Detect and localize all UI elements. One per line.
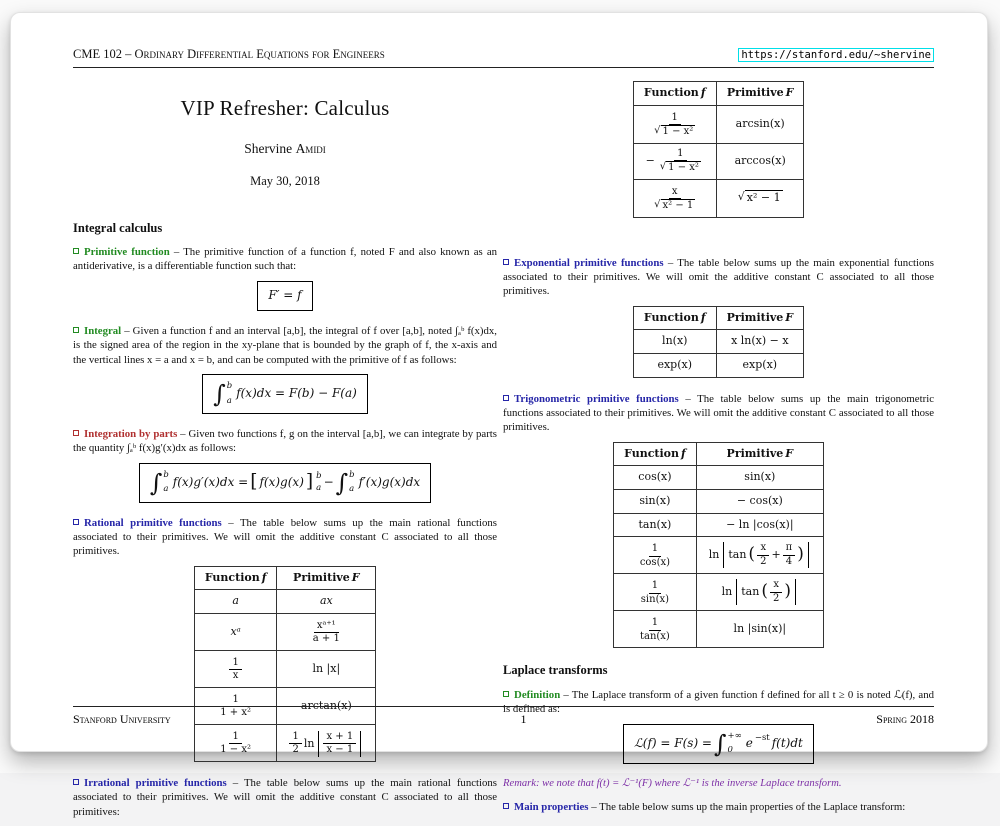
function-cell: 1 √ 1 − x² [633,105,716,143]
header-rule [73,67,934,68]
table-row [614,611,824,648]
function-cell: cos(x) [614,466,697,490]
keyword: Primitive function [73,246,170,258]
equation-row [73,281,497,311]
boxed-formula-integral: ∫ b a f(x)dx = F(b) − F(a) [202,374,368,414]
column-header-function: Function f [194,566,277,590]
item-integral [73,324,497,367]
column-header-primitive: Primitive F [716,82,804,106]
function-cell: a [194,590,277,614]
column-header-primitive: Primitive F [277,566,376,590]
table-row [614,489,824,513]
table-row [633,105,804,143]
primitive-cell: exp(x) [716,353,804,377]
rational-primitives-table [194,566,376,762]
primitive-cell: xᵃ⁺¹ a + 1 [277,613,376,650]
square-bullet-icon [503,259,509,265]
author-first-name: Shervine [244,140,296,156]
footer-institution: Stanford University [73,712,171,726]
author-last-name: Amidi [295,140,326,156]
item-exponential-primitives [503,256,934,299]
table-header-row [633,82,804,106]
function-cell: tan(x) [614,513,697,537]
primitive-cell: ax [277,590,376,614]
table-header-row [614,442,824,466]
square-bullet-icon [73,519,79,525]
square-bullet-icon [503,395,509,401]
table-header-row [633,306,803,330]
keyword: Main properties [503,801,588,813]
page-number: 1 [520,712,527,726]
table-row [194,613,375,650]
item-integration-by-parts [73,427,497,456]
square-bullet-icon [73,430,79,436]
keyword: Integration by parts [73,428,177,440]
primitive-cell: − cos(x) [696,489,823,513]
column-header-function: Function f [633,306,716,330]
table-row [633,143,804,179]
equation-row [73,463,497,503]
boxed-formula-integration-by-parts: ∫ b a f(x)g′(x)dx = [ f(x)g(x) ] b a − ∫ b a f′(x)g(x)dx [139,463,431,503]
remark-inverse-laplace: Remark: we note that f(t) = ℒ⁻¹(F) where ℒ⁻¹ is the inverse Laplace transform. [503,777,842,789]
item-body: – The table below sums up the main exponential functions associated to their primitives. We will omit the additive constant C associated to all those primitives. [503,256,934,298]
function-cell: 1 sin(x) [614,574,697,611]
table-row [633,353,803,377]
table-row [633,179,804,217]
item-body: – The primitive function of a function f, noted F and also known as an antiderivative, is a differentiable function such that: [73,246,498,273]
document-page [10,12,988,818]
column-header-primitive: Primitive F [716,306,804,330]
primitive-cell: − ln |cos(x)| [696,513,823,537]
table-row [633,330,803,354]
item-main-properties [503,800,934,814]
course-title: CME 102 – Ordinary Differential Equations for Engineers [73,47,385,61]
item-irrational-primitives [73,776,497,819]
column-header-function: Function f [633,82,716,106]
function-cell: 1 cos(x) [614,537,697,574]
title-block [73,95,497,190]
equation-row [503,724,934,764]
function-cell: − 1 √ 1 − x² [633,143,716,179]
function-cell: exp(x) [633,353,716,377]
table-row [194,590,375,614]
primitive-cell: x ln(x) − x [716,330,804,354]
column-header-primitive: Primitive F [696,442,823,466]
item-primitive-function [73,245,497,274]
function-cell: xᵃ [194,613,277,650]
section-heading-laplace: Laplace transforms [503,663,608,678]
table-row [614,537,824,574]
boxed-formula-primitive: F′ = f [257,281,312,311]
table-header-row [194,566,375,590]
trig-primitives-table [613,442,824,649]
primitive-cell: ln tan ( x 2 ) [696,574,823,611]
item-trig-primitives [503,392,934,435]
table-row [614,513,824,537]
spacer [503,232,934,256]
keyword: Irrational primitive functions [73,777,227,789]
function-cell: x √ x² − 1 [633,179,716,217]
item-body: – The table below sums up the main rational functions associated to their primitives. We will omit the additive constant C associated to all those primitives: [73,776,498,818]
table-row [614,574,824,611]
function-cell: 1 tan(x) [614,611,697,648]
square-bullet-icon [73,779,79,785]
footer-rule [73,706,934,707]
page-footer [73,706,934,727]
footer-term: Spring 2018 [876,712,934,726]
course-url-link[interactable]: https://stanford.edu/~shervine [738,48,934,62]
function-cell: 1 1 − x² [194,724,277,761]
primitive-cell: ln |sin(x)| [696,611,823,648]
function-cell: ln(x) [633,330,716,354]
primitive-cell: sin(x) [696,466,823,490]
item-rational-primitives [73,516,497,559]
author-line [73,140,497,158]
keyword: Integral [73,325,121,337]
square-bullet-icon [73,327,79,333]
boxed-formula-laplace: ℒ(f) = F(s) = ∫ +∞ 0 e −st f(t)dt [623,724,814,764]
item-body: – The Laplace transform of a given function f defined for all t ≥ 0 is noted ℒ(f), and is defined as: [503,688,934,716]
document-date: May 30, 2018 [250,173,320,188]
primitive-cell: √ x² − 1 [716,179,804,217]
item-body: – The table below sums up the main rational functions associated to their primitives. We will omit the additive constant C associated to all those primitives. [73,516,498,558]
column-header-function: Function f [614,442,697,466]
primitive-cell: arccos(x) [716,143,804,179]
primitive-cell: 1 2 ln x + 1 x − 1 [277,724,376,761]
page-header [73,47,934,62]
document-title: VIP Refresher: Calculus [180,96,390,120]
square-bullet-icon [503,803,509,809]
keyword: Definition [503,689,560,701]
function-cell: sin(x) [614,489,697,513]
exponential-primitives-table [633,306,804,378]
table-row [194,724,375,761]
keyword: Exponential primitive functions [503,257,664,269]
function-cell: 1 x [194,650,277,687]
section-heading-integral-calculus: Integral calculus [73,220,163,235]
table-row [194,650,375,687]
primitive-cell: ln |x| [277,650,376,687]
primitive-cell: arctan(x) [277,687,376,724]
item-body: – Given a function f and an interval [a,b], the integral of f over [a,b], noted ∫ₐᵇ f(x)dx, is the signed area of the region in the xy-plane that is bounded by the graph of f, the x-axis and the vertical lines x = a and x = b, and can be computed with the primitive of f as follows: [73,324,498,366]
square-bullet-icon [503,691,509,697]
equation-row [73,374,497,414]
item-body: – The table below sums up the main properties of the Laplace transform: [588,800,906,813]
function-cell: 1 1 + x² [194,687,277,724]
keyword: Trigonometric primitive functions [503,393,679,405]
square-bullet-icon [73,248,79,254]
primitive-cell: ln tan ( x 2 + $\frac{\pi}{4}$ ) [696,537,823,574]
item-body: – Given two functions f, g on the interval [a,b], we can integrate by parts the quantity ∫ₐᵇ f(x)g′(x)dx as follows: [73,427,498,455]
table-row [614,466,824,490]
item-body: – The table below sums up the main trigonometric functions associated to their primitives. We will omit the additive constant C associated to all those primitives. [503,392,934,434]
keyword: Rational primitive functions [73,517,222,529]
primitive-cell: arcsin(x) [716,105,804,143]
inverse-trig-primitives-table [633,81,805,218]
